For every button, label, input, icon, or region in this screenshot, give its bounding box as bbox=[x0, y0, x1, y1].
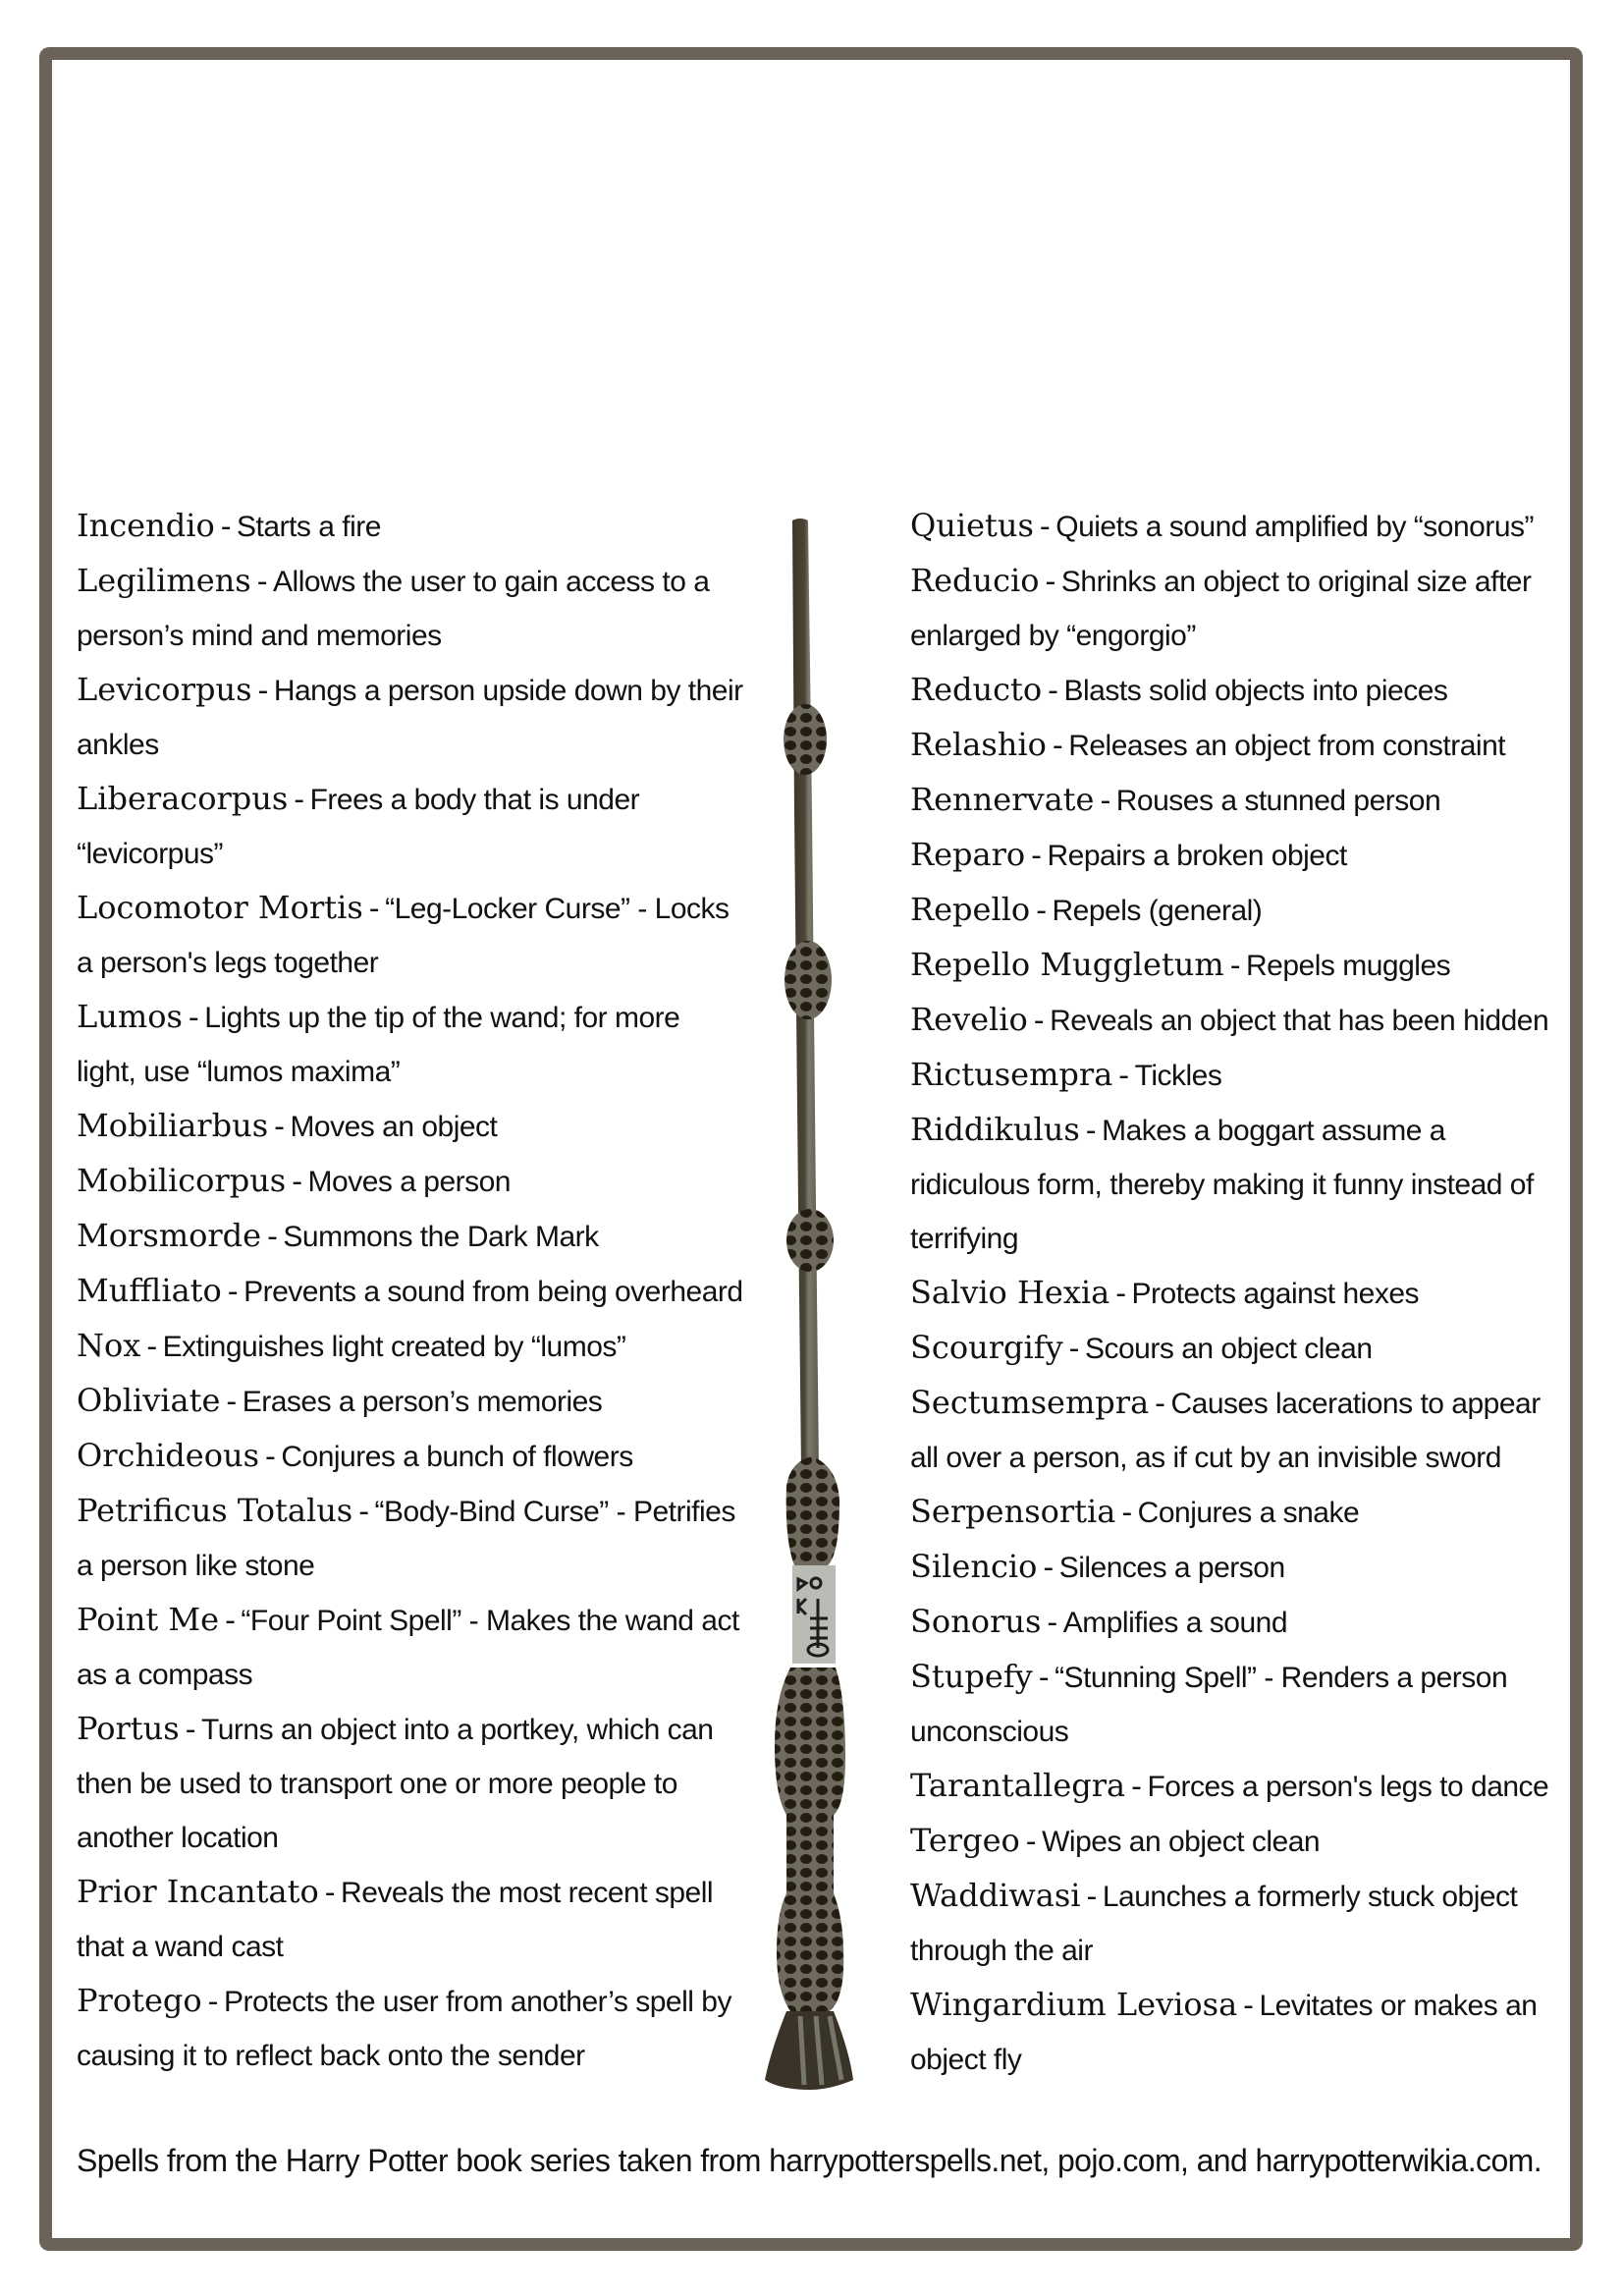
spell-name: Tergeo bbox=[910, 1822, 1020, 1859]
spell-description: Repels (general) bbox=[1052, 895, 1263, 927]
spell-name: Reducio bbox=[910, 562, 1040, 599]
spell-entry bbox=[77, 1484, 744, 1593]
spell-name: Morsmorde bbox=[77, 1217, 262, 1254]
separator: - bbox=[257, 674, 268, 708]
spell-name: Serpensortia bbox=[910, 1493, 1116, 1530]
spell-entry bbox=[910, 1321, 1568, 1376]
separator: - bbox=[1052, 729, 1063, 763]
spell-description: Extinguishes light created by “lumos” bbox=[162, 1331, 626, 1363]
spell-entry bbox=[77, 1974, 744, 2083]
spell-name: Petrificus Totalus bbox=[77, 1492, 353, 1529]
separator: - bbox=[225, 1604, 236, 1638]
separator: - bbox=[292, 1165, 302, 1199]
separator: - bbox=[1036, 894, 1047, 928]
separator: - bbox=[1155, 1387, 1165, 1421]
separator: - bbox=[226, 1385, 237, 1419]
separator: - bbox=[1229, 949, 1241, 983]
spell-entry bbox=[910, 1540, 1568, 1595]
spell-entry bbox=[910, 1869, 1568, 1978]
spell-entry bbox=[910, 1759, 1568, 1814]
separator: - bbox=[294, 783, 304, 817]
spell-entry bbox=[77, 1154, 744, 1209]
separator: - bbox=[188, 1001, 199, 1035]
spell-entry bbox=[910, 1814, 1568, 1869]
spell-name: Wingardium Leviosa bbox=[910, 1986, 1238, 2023]
spell-name: Muffliato bbox=[77, 1272, 222, 1309]
spell-description: Moves a person bbox=[307, 1166, 511, 1198]
spell-name: Locomotor Mortis bbox=[77, 889, 363, 926]
spell-list-left bbox=[77, 499, 744, 2083]
spell-name: Obliviate bbox=[77, 1382, 221, 1419]
separator: - bbox=[1047, 1606, 1057, 1640]
spell-name: Stupefy bbox=[910, 1658, 1033, 1695]
spell-name: Salvio Hexia bbox=[910, 1274, 1110, 1311]
spell-name: Legilimens bbox=[77, 562, 251, 599]
spell-description: Makes a boggart assume a ridiculous form, thereby making it funny instead of terrifying bbox=[910, 1115, 1534, 1255]
spell-name: Repello bbox=[910, 891, 1031, 928]
spell-description: Erases a person’s memories bbox=[242, 1386, 603, 1418]
separator: - bbox=[1118, 1059, 1129, 1093]
spell-name: Rennervate bbox=[910, 781, 1095, 818]
spell-description: “Stunning Spell” - Renders a person unconscious bbox=[910, 1662, 1508, 1748]
spell-description: Allows the user to gain access to a person’s mind and memories bbox=[77, 566, 710, 652]
spell-entry bbox=[77, 1264, 744, 1319]
spell-name: Reducto bbox=[910, 671, 1043, 708]
spell-entry bbox=[77, 990, 744, 1099]
spell-name: Rictusempra bbox=[910, 1056, 1113, 1093]
spell-entry bbox=[910, 828, 1568, 883]
spell-description: Blasts solid objects into pieces bbox=[1063, 675, 1448, 707]
spell-entry bbox=[910, 554, 1568, 663]
spell-entry bbox=[77, 772, 744, 881]
spell-entry bbox=[910, 663, 1568, 718]
spell-entry bbox=[910, 883, 1568, 938]
spell-name: Reparo bbox=[910, 836, 1026, 873]
spell-entry bbox=[910, 993, 1568, 1048]
spell-description: Starts a fire bbox=[237, 511, 381, 543]
spell-description: “Body-Bind Curse” - Petrifies a person like stone bbox=[77, 1496, 735, 1582]
separator: - bbox=[1086, 1880, 1097, 1914]
spell-description: Lights up the tip of the wand; for more light, use “lumos maxima” bbox=[77, 1002, 680, 1088]
separator: - bbox=[1115, 1277, 1126, 1311]
spell-description: Hangs a person upside down by their ankles bbox=[77, 675, 743, 761]
spell-entry bbox=[910, 1103, 1568, 1266]
separator: - bbox=[220, 510, 232, 544]
separator: - bbox=[1100, 784, 1110, 818]
spell-name: Quietus bbox=[910, 507, 1034, 544]
separator: - bbox=[1048, 674, 1058, 708]
spell-name: Point Me bbox=[77, 1601, 220, 1638]
spell-entry bbox=[77, 1865, 744, 1974]
spell-description: Moves an object bbox=[290, 1111, 498, 1143]
separator: - bbox=[185, 1713, 196, 1747]
spell-entry bbox=[77, 1099, 744, 1154]
spell-description: Tickles bbox=[1134, 1060, 1222, 1092]
spell-name: Lumos bbox=[77, 998, 183, 1035]
spell-name: Sonorus bbox=[910, 1603, 1042, 1640]
spell-entry bbox=[77, 1319, 744, 1374]
spell-entry bbox=[910, 1485, 1568, 1540]
spell-description: Repairs a broken object bbox=[1047, 840, 1347, 872]
separator: - bbox=[1039, 510, 1051, 544]
spell-description: Protects against hexes bbox=[1131, 1278, 1420, 1310]
spell-name: Silencio bbox=[910, 1548, 1038, 1585]
spell-name: Scourgify bbox=[910, 1329, 1063, 1366]
separator: - bbox=[265, 1440, 276, 1474]
separator: - bbox=[207, 1985, 218, 2019]
spell-entry bbox=[77, 1374, 744, 1429]
separator: - bbox=[358, 1495, 369, 1529]
spell-name: Nox bbox=[77, 1327, 141, 1364]
spell-description: Repels muggles bbox=[1246, 950, 1451, 982]
spell-entry bbox=[910, 1048, 1568, 1103]
spell-description: Launches a formerly stuck object through the air bbox=[910, 1881, 1518, 1967]
spell-description: Causes lacerations to appear all over a person, as if cut by an invisible sword bbox=[910, 1388, 1541, 1474]
spell-name: Liberacorpus bbox=[77, 780, 289, 817]
spell-description: Levitates or makes an object fly bbox=[910, 1990, 1538, 2076]
separator: - bbox=[1031, 839, 1042, 873]
elder-wand-illustration bbox=[751, 519, 869, 2090]
spell-description: Rouses a stunned person bbox=[1115, 785, 1441, 817]
separator: - bbox=[368, 892, 380, 926]
spell-name: Protego bbox=[77, 1982, 202, 2019]
spell-description: Quiets a sound amplified by “sonorus” bbox=[1055, 511, 1534, 543]
spell-entry bbox=[910, 1978, 1568, 2087]
spell-description: Summons the Dark Mark bbox=[283, 1221, 599, 1253]
separator: - bbox=[1085, 1114, 1097, 1148]
spell-description: Silences a person bbox=[1058, 1552, 1285, 1584]
separator: - bbox=[227, 1275, 239, 1309]
spell-name: Riddikulus bbox=[910, 1111, 1080, 1148]
source-footer: Spells from the Harry Potter book series taken from harrypotterspells.net, pojo.com, and harrypotterwikia.com. bbox=[77, 2143, 1542, 2178]
spell-description: Scours an object clean bbox=[1084, 1333, 1373, 1365]
spell-name: Mobiliarbus bbox=[77, 1107, 269, 1144]
spell-entry bbox=[910, 499, 1568, 554]
spell-name: Repello Muggletum bbox=[910, 946, 1224, 983]
spell-entry bbox=[910, 1266, 1568, 1321]
spell-name: Mobilicorpus bbox=[77, 1162, 287, 1199]
spell-name: Levicorpus bbox=[77, 671, 252, 708]
spell-entry bbox=[77, 1429, 744, 1484]
spell-name: Revelio bbox=[910, 1001, 1028, 1038]
spell-description: Frees a body that is under “levicorpus” bbox=[77, 784, 640, 870]
spell-entry bbox=[910, 718, 1568, 773]
spell-description: Shrinks an object to original size after enlarged by “engorgio” bbox=[910, 566, 1532, 652]
spell-entry bbox=[77, 1702, 744, 1865]
spell-description: Prevents a sound from being overheard bbox=[243, 1276, 743, 1308]
spell-name: Portus bbox=[77, 1710, 180, 1747]
separator: - bbox=[256, 565, 268, 599]
separator: - bbox=[1068, 1332, 1079, 1366]
spell-name: Sectumsempra bbox=[910, 1384, 1150, 1421]
separator: - bbox=[1121, 1496, 1132, 1530]
spell-entry bbox=[77, 499, 744, 554]
spell-description: Conjures a bunch of flowers bbox=[281, 1441, 633, 1473]
spell-list-right bbox=[910, 499, 1568, 2087]
separator: - bbox=[1033, 1004, 1045, 1038]
separator: - bbox=[1045, 565, 1055, 599]
spell-description: Reveals the most recent spell that a wand cast bbox=[77, 1877, 714, 1963]
spell-entry bbox=[910, 1376, 1568, 1485]
separator: - bbox=[274, 1110, 285, 1144]
spell-entry bbox=[77, 1209, 744, 1264]
spell-description: Reveals an object that has been hidden bbox=[1050, 1005, 1549, 1037]
spell-name: Orchideous bbox=[77, 1437, 260, 1474]
spell-name: Relashio bbox=[910, 726, 1047, 763]
separator: - bbox=[324, 1876, 336, 1910]
spell-name: Incendio bbox=[77, 507, 215, 544]
spell-entry bbox=[77, 554, 744, 663]
separator: - bbox=[1243, 1989, 1254, 2023]
spell-description: Turns an object into a portkey, which can then be used to transport one or more people to another location bbox=[77, 1714, 714, 1854]
spell-entry bbox=[77, 881, 744, 990]
spell-description: Conjures a snake bbox=[1137, 1497, 1360, 1529]
spell-name: Prior Incantato bbox=[77, 1873, 319, 1910]
spell-name: Tarantallegra bbox=[910, 1767, 1126, 1804]
spell-description: “Leg-Locker Curse” - Locks a person's legs together bbox=[77, 893, 730, 979]
spell-name: Waddiwasi bbox=[910, 1877, 1081, 1914]
separator: - bbox=[267, 1220, 278, 1254]
spell-entry bbox=[77, 663, 744, 772]
spell-entry bbox=[910, 1650, 1568, 1759]
spell-description: Releases an object from constraint bbox=[1068, 730, 1506, 762]
separator: - bbox=[146, 1330, 157, 1364]
separator: - bbox=[1038, 1661, 1050, 1695]
separator: - bbox=[1025, 1825, 1037, 1859]
separator: - bbox=[1131, 1770, 1142, 1804]
spell-entry bbox=[910, 1595, 1568, 1650]
spell-entry bbox=[910, 773, 1568, 828]
spell-description: Forces a person's legs to dance bbox=[1147, 1771, 1549, 1803]
separator: - bbox=[1043, 1551, 1054, 1585]
spell-entry bbox=[910, 938, 1568, 993]
spell-description: “Four Point Spell” - Makes the wand act as a compass bbox=[77, 1605, 739, 1691]
spell-description: Protects the user from another’s spell by causing it to reflect back onto the sender bbox=[77, 1986, 731, 2072]
spell-description: Amplifies a sound bbox=[1062, 1607, 1288, 1639]
spell-entry bbox=[77, 1593, 744, 1702]
spell-description: Wipes an object clean bbox=[1042, 1826, 1321, 1858]
